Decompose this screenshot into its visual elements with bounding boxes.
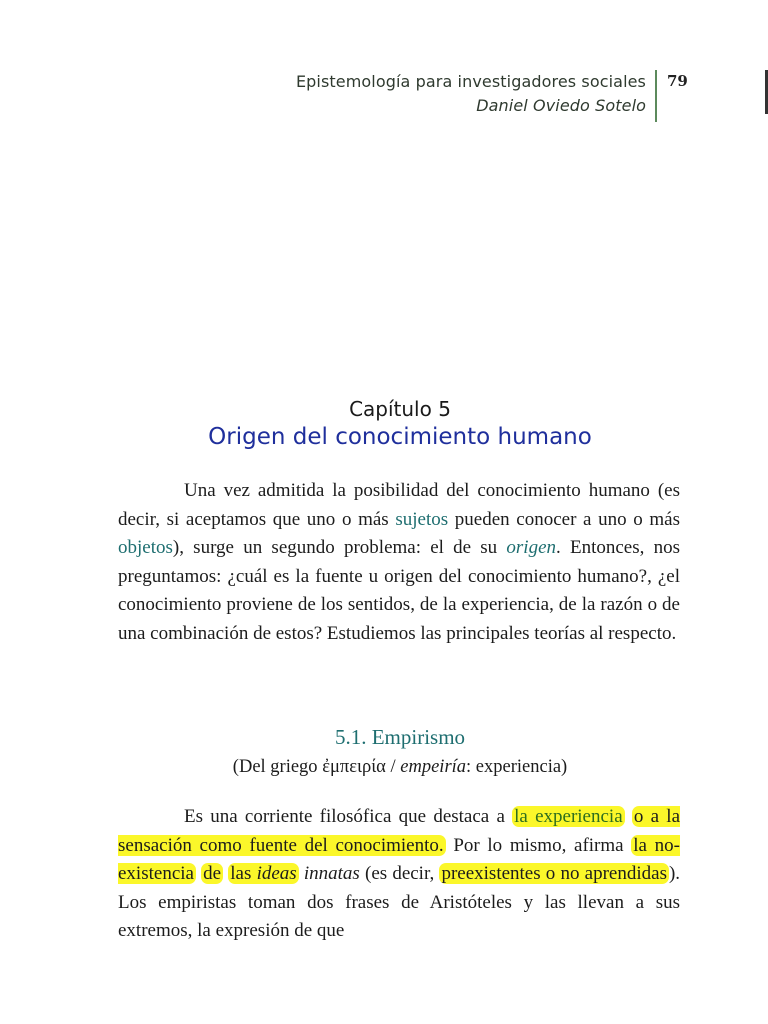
text-run: Es una corriente filosófica que destaca a: [184, 806, 513, 827]
header-divider: [655, 70, 657, 122]
text-run: . Entonces, nos preguntamos: ¿cuál es la fuente u origen del conocimiento humano?, ¿el conocimiento proviene de los sentidos, de la experiencia, de la razón o de una combinación de estos? Estudiemos las principales teorías al respecto.: [118, 537, 680, 644]
highlight: o a la sensación como fuente del conocimiento.: [118, 806, 681, 856]
text-run: Una vez admitida la posibilidad del conocimiento humano (es decir, si aceptamos que uno o más: [118, 480, 680, 530]
term-origen: origen: [506, 537, 557, 558]
author-name: Daniel Oviedo Sotelo: [476, 96, 646, 115]
book-title: Epistemología para investigadores sociales: [295, 72, 646, 91]
intro-paragraph: [118, 477, 680, 648]
text-run: pueden conocer a uno o más: [448, 508, 680, 530]
greek-word: ἐμπειρία: [322, 757, 386, 777]
page-number: 79: [667, 72, 688, 90]
term-objetos: objetos: [118, 537, 173, 558]
chapter-title: Origen del conocimiento humano: [208, 424, 592, 450]
text-run: Por lo mismo, afirma: [445, 834, 632, 856]
text-run: las: [230, 863, 257, 884]
highlight: la no-existencia: [118, 834, 680, 884]
text-run: ). Los empiristas toman dos frases de Aristóteles y las llevan a sus extremos, la expresión de que: [118, 863, 681, 941]
text-run: ), surge un segundo problema: el de su: [172, 537, 507, 558]
text-run: : experiencia): [466, 757, 568, 777]
text-run: (Del griego: [232, 757, 323, 777]
section-heading: 5.1. Empirismo: [334, 725, 466, 749]
highlight: la experiencia: [514, 806, 623, 827]
highlight: de: [203, 863, 222, 884]
chapter-label: Capítulo 5: [349, 397, 451, 421]
running-header: [296, 70, 646, 118]
italic-run: innatas: [303, 863, 360, 884]
highlight: preexistentes o no aprendidas: [441, 863, 667, 884]
transliteration: empeiría: [400, 757, 467, 777]
section-etymology: [0, 757, 768, 778]
empirismo-paragraph: [118, 803, 680, 946]
term-sujetos: sujetos: [395, 508, 449, 530]
italic-run: ideas: [256, 863, 297, 884]
highlight: [228, 863, 298, 884]
text-run: [625, 806, 632, 827]
text-run: (es decir,: [359, 863, 440, 884]
text-run: /: [385, 757, 401, 777]
